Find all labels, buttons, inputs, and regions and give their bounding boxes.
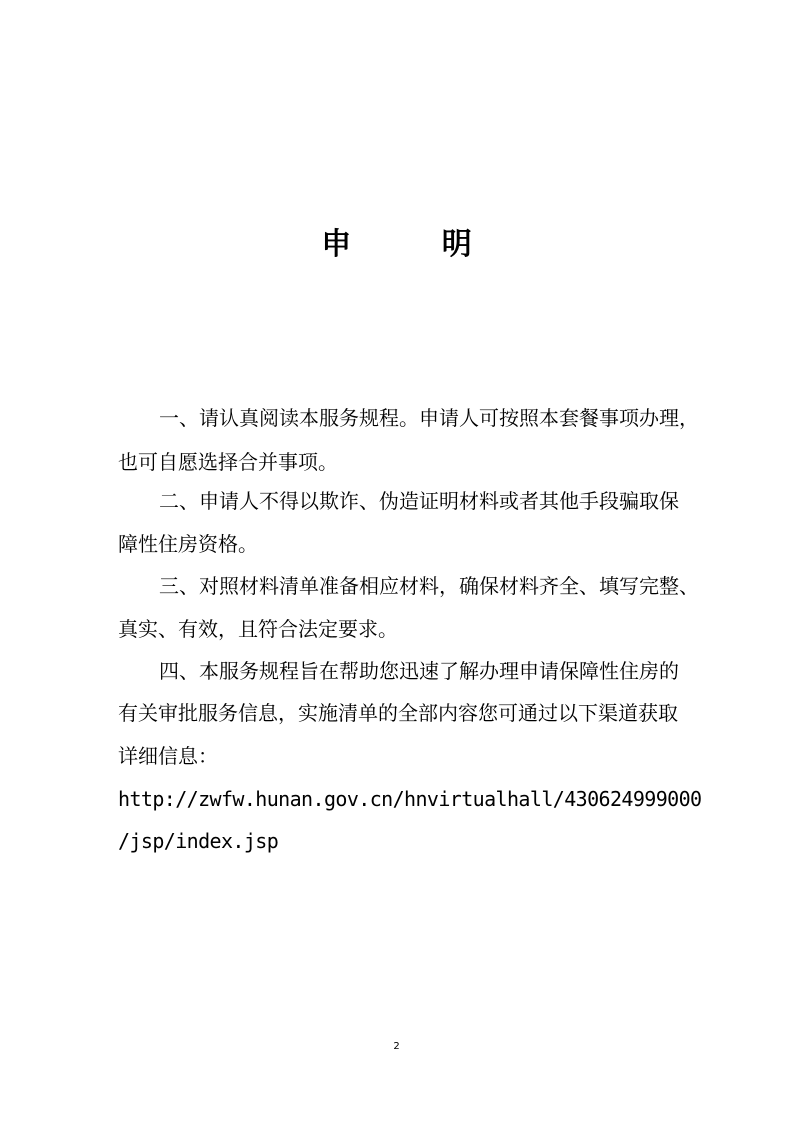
paragraph-4-line-1: 四、本服务规程旨在帮助您迅速了解办理申请保障性住房的 (159, 659, 679, 683)
page-number: 2 (393, 1041, 400, 1052)
paragraph-2-line-1: 二、申请人不得以欺诈、伪造证明材料或者其他手段骗取保 (159, 489, 679, 513)
paragraph-3-line-2: 真实、有效，且符合法定要求。 (118, 617, 398, 641)
url-line-1: http://zwfw.hunan.gov.cn/hnvirtualhall/430624999000 (118, 787, 702, 811)
paragraph-4-line-2: 有关审批服务信息，实施清单的全部内容您可通过以下渠道获取 (118, 701, 678, 725)
url-line-2: /jsp/index.jsp (118, 829, 279, 853)
page-title: 申 明 (321, 227, 512, 262)
paragraph-1-line-1: 一、请认真阅读本服务规程。申请人可按照本套餐事项办理， (159, 406, 699, 430)
paragraph-4-line-3: 详细信息： (118, 744, 218, 768)
paragraph-2-line-2: 障性住房资格。 (118, 532, 258, 556)
paragraph-3-line-1: 三、对照材料清单准备相应材料，确保材料齐全、填写完整、 (159, 574, 699, 598)
paragraph-1-line-2: 也可自愿选择合并事项。 (118, 450, 338, 474)
